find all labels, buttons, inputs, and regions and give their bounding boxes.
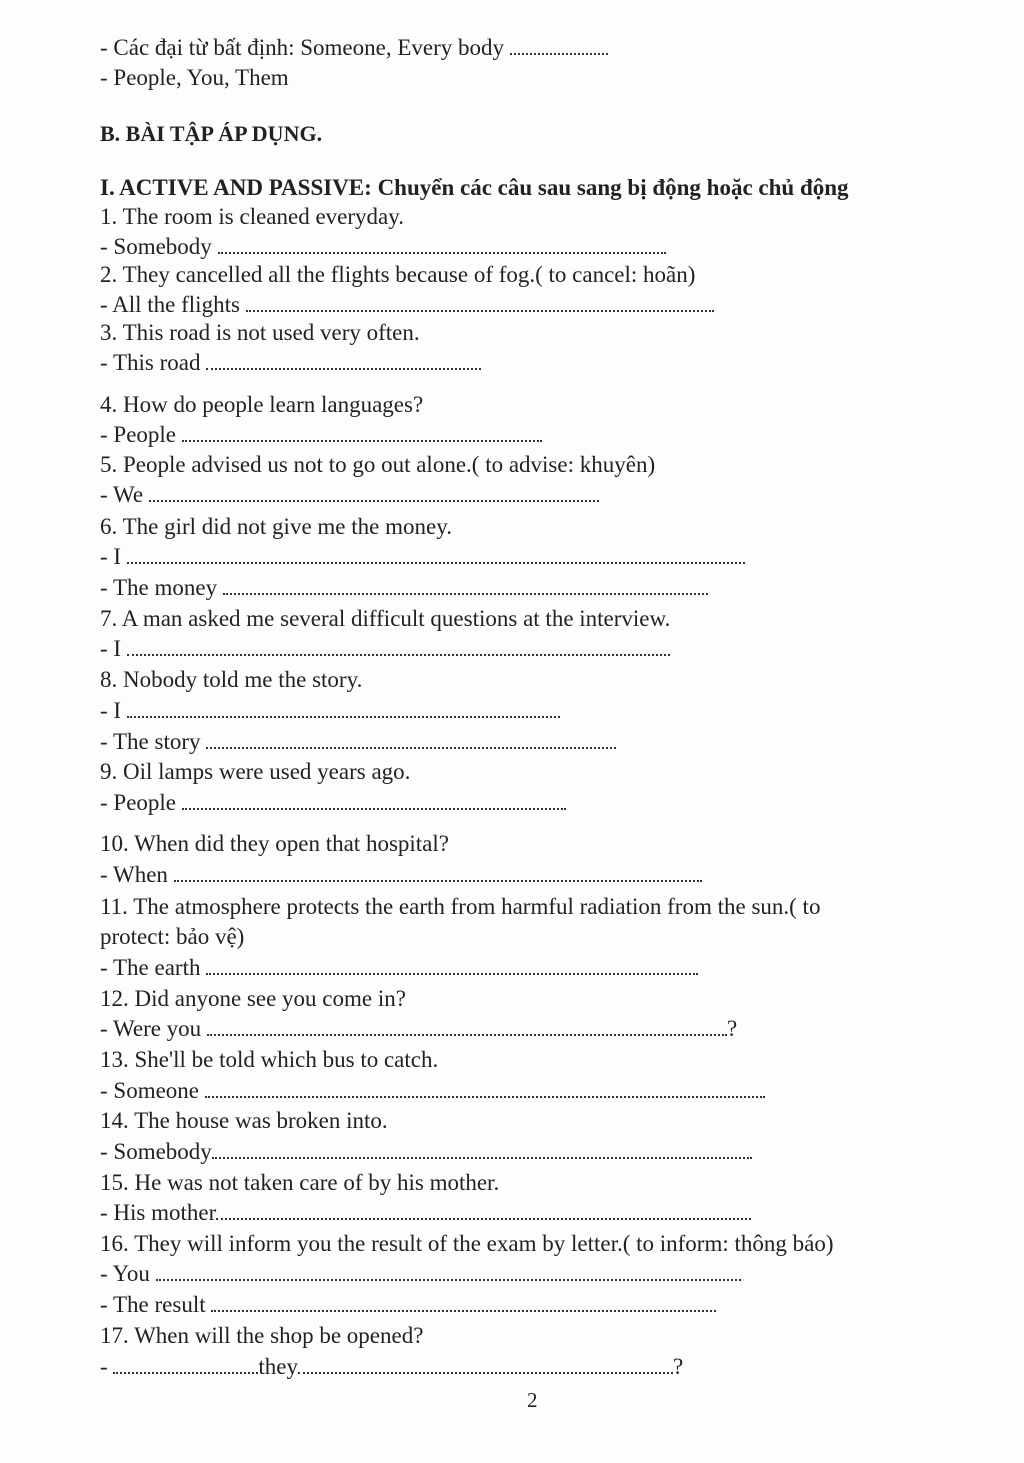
answer-blank xyxy=(298,1371,673,1374)
part-1-title-vi: Chuyển các câu sau sang bị động hoặc chủ động xyxy=(371,175,849,200)
answer-blank xyxy=(205,1095,765,1098)
question-6: 6. The girl did not give me the money. xyxy=(100,514,452,539)
answer-15: - His mother xyxy=(100,1199,751,1227)
answer-blank xyxy=(206,367,481,370)
answer-blank xyxy=(223,592,708,595)
answer-blank xyxy=(218,251,666,254)
answer-13: - Someone xyxy=(100,1077,765,1105)
answer-blank xyxy=(127,715,560,718)
answer-10: - When xyxy=(100,861,702,889)
question-11-line-1: 11. The atmosphere protects the earth from harmful radiation from the sun.( to xyxy=(100,894,821,919)
answer-7: - I xyxy=(100,635,670,663)
intro-line-1 xyxy=(100,34,608,62)
answer-16b: - The result xyxy=(100,1291,716,1319)
answer-blank xyxy=(174,879,702,882)
answer-16a: - You xyxy=(100,1260,741,1288)
question-4: 4. How do people learn languages? xyxy=(100,392,424,417)
section-b-heading: B. BÀI TẬP ÁP DỤNG. xyxy=(100,121,323,146)
answer-9: - People xyxy=(100,789,566,817)
answer-17: - they ? xyxy=(100,1354,684,1379)
answer-blank xyxy=(127,653,670,656)
answer-12: - Were you ? xyxy=(100,1016,738,1041)
page-number: 2 xyxy=(527,1388,538,1412)
question-16: 16. They will inform you the result of the exam by letter.( to inform: thông báo) xyxy=(100,1231,834,1256)
question-5: 5. People advised us not to go out alone.( to advise: khuyên) xyxy=(100,452,656,477)
answer-6a: - I xyxy=(100,543,745,571)
answer-blank xyxy=(113,1371,258,1374)
answer-8a: - I xyxy=(100,697,560,725)
question-14: 14. The house was broken into. xyxy=(100,1108,388,1133)
answer-1: - Somebody xyxy=(100,233,666,261)
answer-blank xyxy=(206,972,698,975)
intro-text-1: - Các đại từ bất định: Someone, Every body xyxy=(100,35,505,60)
question-10: 10. When did they open that hospital? xyxy=(100,831,449,856)
part-1-title xyxy=(100,174,849,202)
question-12: 12. Did anyone see you come in? xyxy=(100,986,406,1011)
answer-blank xyxy=(206,746,616,749)
answer-11: - The earth xyxy=(100,954,698,982)
answer-blank xyxy=(246,309,714,312)
answer-blank xyxy=(211,1309,716,1312)
question-1: 1. The room is cleaned everyday. xyxy=(100,204,404,229)
question-9: 9. Oil lamps were used years ago. xyxy=(100,759,411,784)
answer-blank xyxy=(207,1033,727,1036)
intro-line-2: - People, You, Them xyxy=(100,65,289,90)
question-2: 2. They cancelled all the flights because of fog.( to cancel: hoãn) xyxy=(100,262,696,287)
answer-5: - We xyxy=(100,481,599,509)
answer-blank xyxy=(216,1217,751,1220)
answer-8b: - The story xyxy=(100,728,616,756)
answer-blank xyxy=(182,439,542,442)
answer-blank xyxy=(149,499,599,502)
answer-4: - People xyxy=(100,421,542,449)
question-13: 13. She'll be told which bus to catch. xyxy=(100,1047,439,1072)
question-17: 17. When will the shop be opened? xyxy=(100,1323,424,1348)
question-15: 15. He was not taken care of by his mother. xyxy=(100,1170,500,1195)
answer-blank xyxy=(127,561,745,564)
question-11-line-2: protect: bảo vệ) xyxy=(100,924,245,949)
answer-14: - Somebody xyxy=(100,1138,752,1166)
answer-blank xyxy=(156,1278,741,1281)
answer-blank xyxy=(212,1156,752,1159)
blank xyxy=(510,52,608,55)
question-8: 8. Nobody told me the story. xyxy=(100,667,363,692)
answer-blank xyxy=(182,807,566,810)
answer-3: - This road xyxy=(100,349,481,377)
answer-6b: - The money xyxy=(100,574,708,602)
answer-2: - All the flights xyxy=(100,291,714,319)
part-1-title-en: I. ACTIVE AND PASSIVE: xyxy=(100,175,372,200)
question-7: 7. A man asked me several difficult questions at the interview. xyxy=(100,606,671,631)
question-3: 3. This road is not used very often. xyxy=(100,320,420,345)
